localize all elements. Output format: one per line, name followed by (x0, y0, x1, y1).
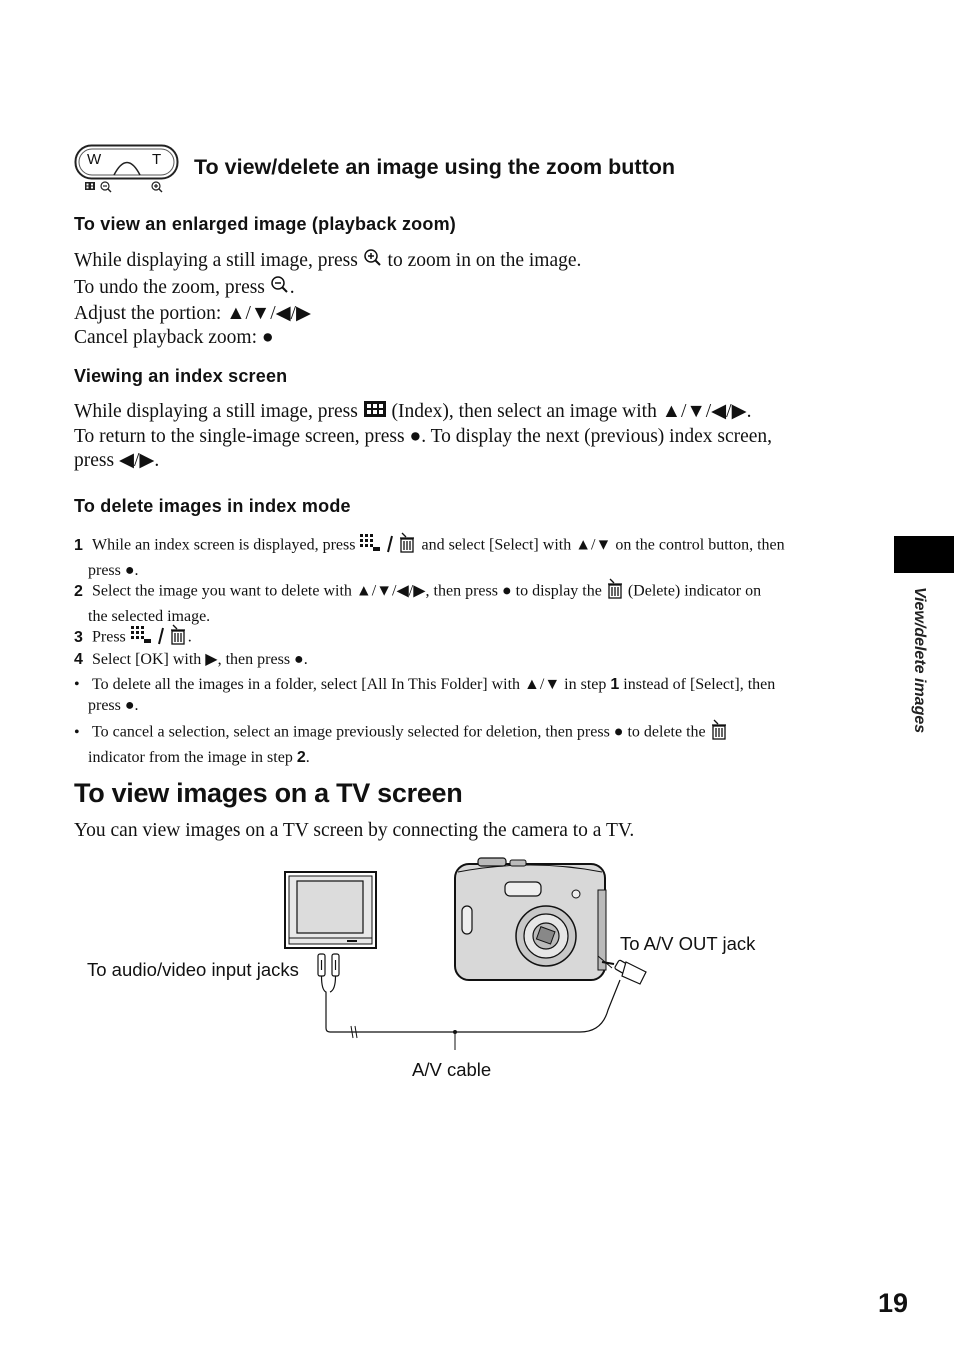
heading-delete-index: To delete images in index mode (74, 496, 351, 516)
tv-intro-text: You can view images on a TV screen by connecting the camera to a TV. (74, 820, 635, 841)
zoom-w-label: W (87, 151, 102, 168)
index-delete-icon (359, 532, 417, 560)
index-icon (363, 400, 387, 425)
av-plugs (318, 954, 339, 976)
step-4: 4 Select [OK] with ▶, then press ●. (74, 651, 308, 668)
section-title-zoom: To view/delete an image using the zoom button (194, 155, 675, 179)
page-number: 19 (878, 1288, 909, 1318)
index-delete-icon (130, 624, 188, 652)
label-av-out-jack: To A/V OUT jack (620, 933, 756, 954)
section-tab-label: View/delete images (911, 587, 928, 734)
section-tab-marker (894, 536, 954, 573)
trash-icon (606, 578, 624, 606)
camera-illustration (455, 858, 606, 980)
step-2: 2 Select the image you want to delete with ▲/▼/◀/▶, then press ● to display the (Delete) indicator on the selected image. (74, 578, 864, 627)
step-3: 3 Press . (74, 624, 864, 652)
heading-index-screen: Viewing an index screen (74, 366, 288, 386)
tv-illustration (285, 872, 376, 948)
zoom-out-icon (270, 275, 290, 302)
tv-connection-diagram (280, 850, 660, 1050)
step-1: 1 While an index screen is displayed, press and select [Select] with ▲/▼ on the control button, then press ●. (74, 532, 864, 581)
zoom-t-label: T (152, 151, 162, 168)
heading-playback-zoom: To view an enlarged image (playback zoom) (74, 214, 456, 234)
note-cancel-selection: • To cancel a selection, select an image previously selected for deletion, then press ● to delete the indicator from the image in step 2. (74, 719, 864, 768)
note-delete-all: • To delete all the images in a folder, select [All In This Folder] with ▲/▼ in step 1 instead of [Select], then press ●. (74, 676, 776, 714)
zoom-in-icon (363, 248, 383, 275)
label-audio-video-input: To audio/video input jacks (87, 959, 299, 980)
index-screen-text: While displaying a still image, press (Index), then select an image with ▲/▼/◀/▶. To return to the single-image screen, press ●. To display the next (previous) index screen, press ◀/▶. (74, 401, 773, 472)
playback-zoom-text: While displaying a still image, press to zoom in on the image. To undo the zoom, press . Adjust the portion: ▲/▼/◀/▶ Cancel playback zoom: ● (74, 249, 582, 348)
label-av-cable: A/V cable (412, 1059, 492, 1080)
section-title-tv: To view images on a TV screen (74, 778, 463, 808)
trash-icon (710, 719, 728, 747)
